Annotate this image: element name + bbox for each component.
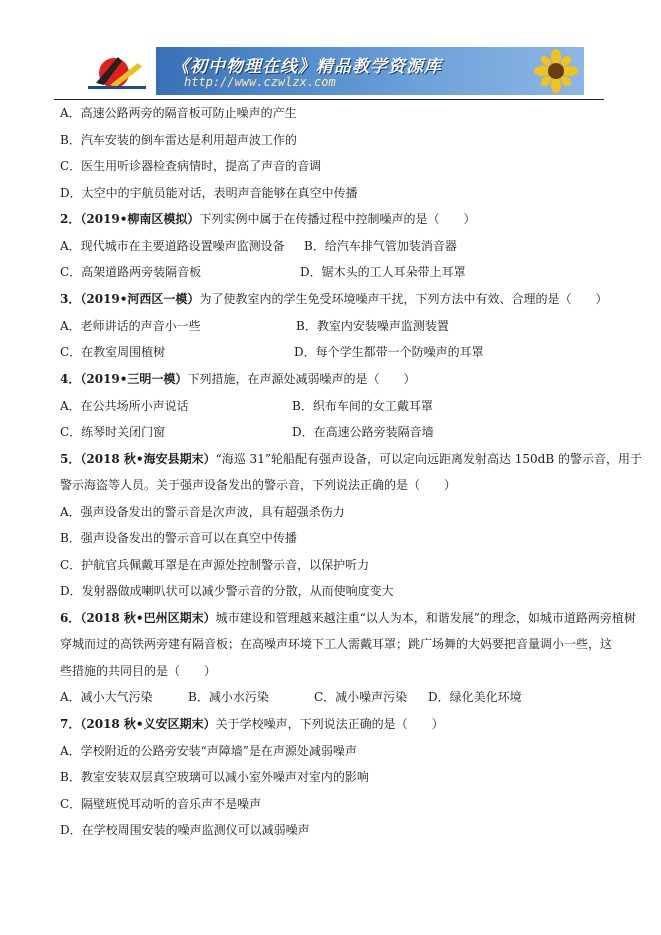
question-number: 2． [60,212,81,226]
q4-option-d: D．在高速公路旁装隔音墙 [292,425,434,439]
q2-option-b: B．给汽车排气管加装消音器 [304,239,457,253]
header-banner [80,47,584,95]
q7-stem [60,716,444,732]
q2-stem [60,211,475,227]
q4-stem [60,371,415,387]
q3-option-c: C．在教室周围植树 [60,345,166,359]
q3-stem [60,291,607,307]
question-number: 7． [60,717,81,731]
banner-url[interactable]: http://www.czwlzx.com [184,75,336,89]
q6-stem-end: 些措施的共同目的是（ ） [60,664,217,678]
q7-option-b: B．教室安装双层真空玻璃可以减小室外噪声对室内的影响 [60,770,369,784]
q1-option-c: C．医生用听诊器检查病情时，提高了声音的音调 [60,159,322,173]
question-source: （2019•河西区一模） [80,292,200,306]
q5-stem-cont: 警示海盗等人员。关于强声设备发出的警示音，下列说法正确的是（ ） [60,478,457,492]
q4-option-c: C．练琴时关闭门窗 [60,425,166,439]
q7-option-c: C．隔壁班悦耳动听的音乐声不是噪声 [60,797,262,811]
q2-option-c: C．高架道路两旁装隔音板 [60,265,202,279]
question-text: 城市建设和管理越来越注重“以人为本，和谐发展”的理念，如城市道路两旁植树 [215,611,636,625]
question-number: 3． [60,292,81,306]
q5-option-d: D．发射器做成喇叭状可以减少警示音的分散，从而使响度变大 [60,584,394,598]
q1-option-b: B．汽车安装的倒车雷达是利用超声波工作的 [60,133,297,147]
question-source: （2019•三明一模） [80,372,188,386]
q6-option-d: D．绿化美化环境 [428,690,522,704]
q3-option-d: D．每个学生都带一个防噪声的耳罩 [294,345,484,359]
question-number: 5． [60,452,81,466]
question-source: （2018 秋•海安县期末） [80,452,216,466]
q6-option-b: B．减小水污染 [188,690,269,704]
sunflower-icon [518,49,578,93]
q2-option-d: D．锯木头的工人耳朵带上耳罩 [300,265,466,279]
q4-option-a: A．在公共场所小声说话 [60,399,189,413]
banner-title: 《初中物理在线》精品教学资源库 [172,57,442,77]
question-text: “海巡 31”轮船配有强声设备，可以定向远距离发射高达 150dB 的警示音，用于 [215,452,642,466]
q3-option-b: B．教室内安装噪声监测装置 [296,319,449,333]
q1-option-a: A．高速公路两旁的隔音板可防止噪声的产生 [60,106,297,120]
question-text: 下列实例中属于在传播过程中控制噪声的是（ ） [199,212,476,226]
q3-option-a: A．老师讲话的声音小一些 [60,319,201,333]
q5-option-a: A．强声设备发出的警示音是次声波，具有超强杀伤力 [60,505,345,519]
logo-icon [88,53,148,91]
q7-option-d: D．在学校周围安装的噪声监测仪可以减弱噪声 [60,823,310,837]
q6-stem-cont: 穿城而过的高铁两旁建有隔音板；在高噪声环境下工人需戴耳罩；跳广场舞的大妈要把音量调小一些，这 [60,637,613,651]
question-source: （2018 秋•巴州区期末） [80,611,216,625]
question-source: （2018 秋•义安区期末） [80,717,216,731]
q5-option-b: B．强声设备发出的警示音可以在真空中传播 [60,531,297,545]
q2-option-a: A．现代城市在主要道路设置噪声监测设备 [60,239,285,253]
q6-option-c: C．减小噪声污染 [314,690,408,704]
q5-option-c: C．护航官兵佩戴耳罩是在声源处控制警示音，以保护听力 [60,558,370,572]
question-text: 下列措施，在声源处减弱噪声的是（ ） [187,372,416,386]
q6-option-a: A．减小大气污染 [60,690,153,704]
q6-stem [60,610,636,626]
question-text: 关于学校噪声，下列说法正确的是（ ） [215,717,444,731]
q7-option-a: A．学校附近的公路旁安装“声障墙”是在声源处减弱噪声 [60,744,357,758]
question-number: 6． [60,611,81,625]
question-text: 为了使教室内的学生免受环境噪声干扰，下列方法中有效、合理的是（ ） [199,292,608,306]
header-divider [54,99,604,100]
site-logo [80,47,156,95]
question-number: 4． [60,372,81,386]
q1-option-d: D．太空中的宇航员能对话，表明声音能够在真空中传播 [60,186,358,200]
q4-option-b: B．织布车间的女工戴耳罩 [292,399,433,413]
q5-stem [60,451,642,467]
question-source: （2019•柳南区模拟） [80,212,200,226]
